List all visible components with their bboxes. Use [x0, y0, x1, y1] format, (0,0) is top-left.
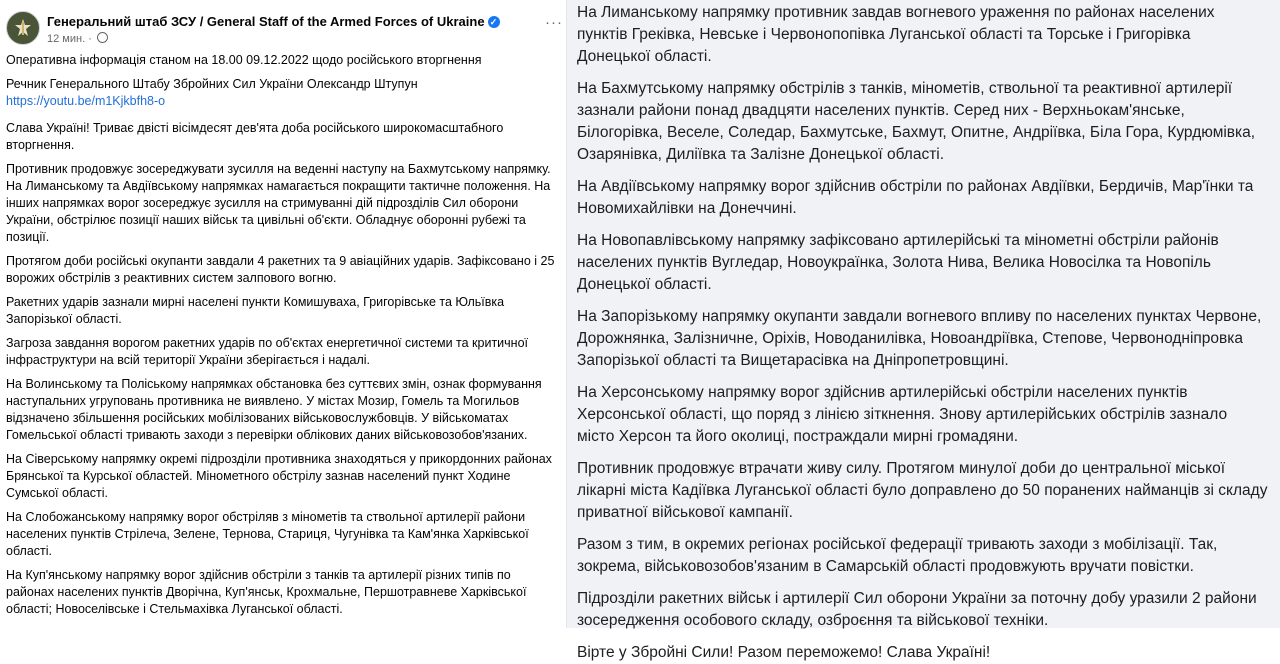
post-paragraph: На Сіверському напрямку окремі підрозділи противника знаходяться у прикордонних районах Брянської та Курської областей. Мінометного обстрілу зазнав населений пункт Ходине Сумської області. [6, 452, 552, 500]
post-paragraph: На Куп'янському напрямку ворог здійснив обстріли з танків та артилерії різних типів по районах населених пунктів Дворічна, Куп'янськ, Крохмальне, Першотравневе Харківської області; Новоселівське і Стельмахівка Луганської області. [6, 568, 527, 616]
post-paragraph: На Слобожанському напрямку ворог обстріляв з мінометів та ствольної артилерії райони населених пунктів Стрілеча, Зелене, Тернова, Стариця, Чугунівка та Кам'янка Харківської області. [6, 510, 529, 558]
emblem-icon [12, 17, 34, 39]
continuation-paragraph: На Новопавлівському напрямку зафіксовано артилерійські та мінометні обстріли районів населених пунктів Вугледар, Новоукраїнка, Золота Нива, Велика Новосілка та Новопіль Донецької області. [577, 232, 1219, 293]
verified-icon: ✓ [488, 16, 500, 28]
post-meta: 12 мин. · [47, 32, 108, 45]
post-panel [0, 0, 566, 628]
continuation-paragraph: Разом з тим, в окремих регіонах російської федерації тривають заходи з мобілізації. Так, зокрема, військовозобов'язаним в Самарській області продовжують вручати повістки. [577, 536, 1218, 575]
post-paragraph: Противник продовжує зосереджувати зусилля на веденні наступу на Бахмутському напрямку. На Лиманському та Авдіївському напрямках намагається покращити тактичне положення. На інших напрямках ворог зосереджує зусилля на стримуванні дій підрозділів Сил оборони України, обстрілює позиції наших військ та цивільні об'єкти. Обладнує оборонні рубежі та позиції. [6, 162, 551, 244]
post-body [0, 52, 566, 618]
continuation-paragraph: На Авдіївському напрямку ворог здійснив обстріли по районах Авдіївки, Бердичів, Мар'їнки та Новомихайлівки на Донеччині. [577, 178, 1254, 217]
avatar[interactable] [6, 11, 40, 45]
post-paragraph: Загроза завдання ворогом ракетних ударів по об'єктах енергетичної системи та критичної інфраструктури на всій території України зберігається і надалі. [6, 336, 528, 367]
post-paragraph: Ракетних ударів зазнали мирні населені пункти Комишуваха, Григорівське та Юльївка Запорізької області. [6, 295, 505, 326]
more-options-button[interactable]: ··· [545, 14, 563, 31]
globe-icon [97, 32, 108, 43]
continuation-paragraph: На Запорізькому напрямку окупанти завдали вогневого впливу по населених пунктах Червоне, Дорожнянка, Залізничне, Оріхів, Новоданилівка, Новоандріївка, Степове, Червонодніпровка Запорізької області та Вищетарасівка на Дніпропетровщині. [577, 308, 1262, 369]
post-paragraph: Протягом доби російські окупанти завдали 4 ракетних та 9 авіаційних ударів. Зафіксовано і 25 ворожих обстрілів з реактивних систем залпового вогню. [6, 254, 555, 285]
continuation-body [567, 0, 1280, 664]
continuation-paragraph: Підрозділи ракетних військ і артилерії Сил оборони України за поточну добу уразили 2 райони зосередження особового складу, озброєння та військової техніки. [577, 590, 1257, 629]
continuation-paragraph: На Бахмутському напрямку обстрілів з танків, мінометів, ствольної та реактивної артилерії зазнали райони понад двадцяти населених пунктів. Серед них - Верхньокам'янське, Білогорівка, Веселе, Соледар, Бахмутське, Бахмут, Опитне, Андріївка, Біла Гора, Курдюмівка, Озарянівка, Диліївка та Залізне Донецької області. [577, 80, 1256, 163]
continuation-panel [567, 0, 1280, 661]
continuation-paragraph: На Лиманському напрямку противник завдав вогневого ураження по районах населених пунктів Греківка, Невське і Червонопопівка Луганської області та Торське і Григорівка Донецької області. [577, 4, 1215, 65]
post-speaker-block [6, 76, 560, 110]
post-header [0, 0, 566, 52]
page-name[interactable] [47, 14, 500, 29]
post-paragraph: На Волинському та Поліському напрямках обстановка без суттєвих змін, ознак формування наступальних угруповань противника не виявлено. У містах Мозир, Гомель та Могильов відзначено збільшення російських мобілізованих військовослужбовців. У військоматах Гомельської області тривають заходи з перевірки облікових даних військовозобов'язаних. [6, 377, 542, 442]
post-time[interactable]: 12 мин. [47, 33, 86, 45]
post-title: Оперативна інформація станом на 18.00 09.12.2022 щодо російського вторгнення [6, 53, 482, 67]
post-speaker: Речник Генерального Штабу Збройних Сил України Олександр Штупун [6, 77, 418, 91]
continuation-paragraph: На Херсонському напрямку ворог здійснив артилерійські обстріли населених пунктів Херсонської області, що поряд з лінією зіткнення. Знову артилерійських обстрілів зазнало місто Херсон та його околиці, постраждали мирні громадяни. [577, 384, 1228, 445]
page-name-text[interactable]: Генеральний штаб ЗСУ / General Staff of the Armed Forces of Ukraine [47, 14, 485, 29]
video-link[interactable]: https://youtu.be/m1Kjkbfh8-o [6, 94, 166, 108]
post-paragraph: Слава Україні! Триває двісті вісімдесят дев'ята доба російського широкомасштабного вторгнення. [6, 121, 504, 152]
continuation-paragraph: Вірте у Збройні Сили! Разом переможемо! Слава Україні! [577, 644, 991, 661]
continuation-paragraph: Противник продовжує втрачати живу силу. Протягом минулої доби до центральної міської лікарні міста Кадіївка Луганської області було доправлено до 50 поранених найманців зі складу приватної військової кампанії. [577, 460, 1268, 521]
